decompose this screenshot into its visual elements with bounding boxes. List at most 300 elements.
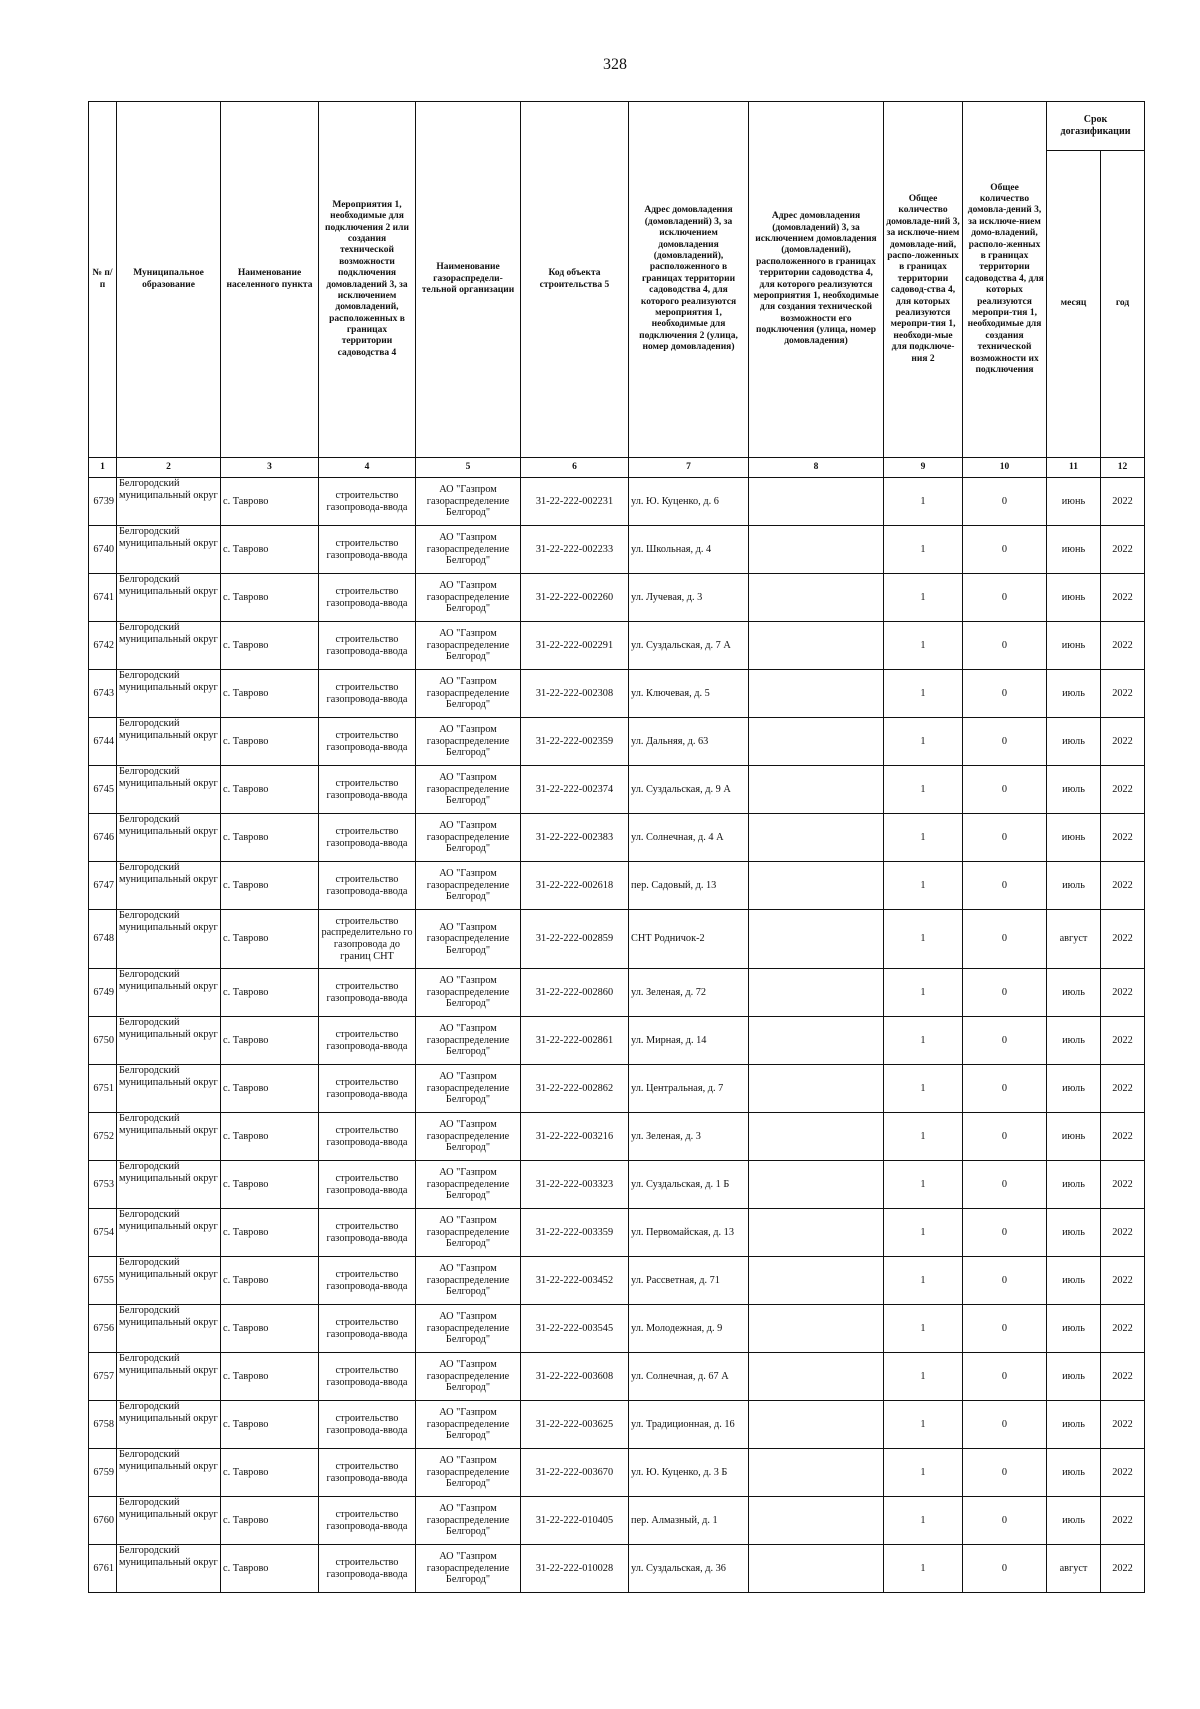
municipality-cell: Белгородский муниципальный округ [117,969,221,1017]
activity-cell: строительство газопровода-ввода [319,670,416,718]
count-garden-cell: 0 [963,622,1047,670]
activity-cell: строительство газопровода-ввода [319,574,416,622]
count-garden-cell: 0 [963,526,1047,574]
header-gas-org: Наименование газораспредели-тельной организации [416,102,521,458]
gas-org-cell: АО "Газпром газораспределение Белгород" [416,1017,521,1065]
activity-cell: строительство газопровода-ввода [319,1305,416,1353]
object-code-cell: 31-22-222-003359 [521,1209,629,1257]
municipality-cell: Белгородский муниципальный округ [117,1113,221,1161]
address-garden-cell [749,718,884,766]
address-garden-cell [749,862,884,910]
gas-org-cell: АО "Газпром газораспределение Белгород" [416,1113,521,1161]
address-cell: ул. Солнечная, д. 4 А [629,814,749,862]
activity-cell: строительство газопровода-ввода [319,1497,416,1545]
column-number: 7 [629,458,749,478]
count-garden-cell: 0 [963,1305,1047,1353]
activity-cell: строительство газопровода-ввода [319,1449,416,1497]
table-row [89,478,1145,526]
table-row [89,1257,1145,1305]
count-cell: 1 [884,478,963,526]
year-cell: 2022 [1101,969,1145,1017]
year-cell: 2022 [1101,622,1145,670]
gas-org-cell: АО "Газпром газораспределение Белгород" [416,718,521,766]
gas-org-cell: АО "Газпром газораспределение Белгород" [416,1497,521,1545]
municipality-cell: Белгородский муниципальный округ [117,766,221,814]
row-number: 6749 [89,969,117,1017]
column-number: 10 [963,458,1047,478]
settlement-cell: с. Таврово [221,670,319,718]
object-code-cell: 31-22-222-003670 [521,1449,629,1497]
address-garden-cell [749,526,884,574]
gas-org-cell: АО "Газпром газораспределение Белгород" [416,622,521,670]
month-cell: август [1047,1545,1101,1593]
address-cell: ул. Суздальская, д. 1 Б [629,1161,749,1209]
settlement-cell: с. Таврово [221,478,319,526]
column-number-row [89,458,1145,478]
address-cell: пер. Алмазный, д. 1 [629,1497,749,1545]
address-garden-cell [749,969,884,1017]
table-row [89,1449,1145,1497]
activity-cell: строительство распределительно го газопровода до границ СНТ [319,910,416,969]
settlement-cell: с. Таврово [221,1545,319,1593]
table-row [89,1113,1145,1161]
year-cell: 2022 [1101,574,1145,622]
address-garden-cell [749,1401,884,1449]
object-code-cell: 31-22-222-002308 [521,670,629,718]
settlement-cell: с. Таврово [221,1497,319,1545]
year-cell: 2022 [1101,1401,1145,1449]
object-code-cell: 31-22-222-002859 [521,910,629,969]
settlement-cell: с. Таврово [221,574,319,622]
year-cell: 2022 [1101,766,1145,814]
activity-cell: строительство газопровода-ввода [319,718,416,766]
table-header [89,102,1145,478]
municipality-cell: Белгородский муниципальный округ [117,1209,221,1257]
gas-org-cell: АО "Газпром газораспределение Белгород" [416,478,521,526]
activity-cell: строительство газопровода-ввода [319,862,416,910]
column-number: 3 [221,458,319,478]
month-cell: июнь [1047,574,1101,622]
year-cell: 2022 [1101,862,1145,910]
address-cell: ул. Солнечная, д. 67 А [629,1353,749,1401]
page-number: 328 [603,56,627,73]
count-cell: 1 [884,622,963,670]
object-code-cell: 31-22-222-002862 [521,1065,629,1113]
address-cell: ул. Суздальская, д. 7 А [629,622,749,670]
address-cell: ул. Суздальская, д. 9 А [629,766,749,814]
month-cell: июль [1047,766,1101,814]
header-address: Адрес домовладения (домовладений) 3, за исключением домовладения (домовладений), расположенного в границах территории садоводства 4, для которого реализуются мероприятия 1, необходимые для подключения 2 (улица, номер домовладения) [629,102,749,458]
municipality-cell: Белгородский муниципальный округ [117,1497,221,1545]
year-cell: 2022 [1101,1305,1145,1353]
row-number: 6756 [89,1305,117,1353]
header-address-garden: Адрес домовладения (домовладений) 3, за исключением домовладения (домовладений), расположенного в границах территории садоводства 4, для которого реализуются мероприятия 1, необходимые для создания технической возможности его подключения (улица, номер домовладения) [749,102,884,458]
municipality-cell: Белгородский муниципальный округ [117,1161,221,1209]
settlement-cell: с. Таврово [221,1257,319,1305]
table-row [89,862,1145,910]
count-cell: 1 [884,718,963,766]
year-cell: 2022 [1101,1017,1145,1065]
address-cell: ул. Лучевая, д. 3 [629,574,749,622]
row-number: 6758 [89,1401,117,1449]
row-number: 6752 [89,1113,117,1161]
settlement-cell: с. Таврово [221,766,319,814]
address-cell: ул. Молодежная, д. 9 [629,1305,749,1353]
activity-cell: строительство газопровода-ввода [319,478,416,526]
settlement-cell: с. Таврово [221,622,319,670]
row-number: 6741 [89,574,117,622]
header-month: месяц [1047,151,1101,458]
row-number: 6745 [89,766,117,814]
municipality-cell: Белгородский муниципальный округ [117,1449,221,1497]
address-cell: ул. Рассветная, д. 71 [629,1257,749,1305]
object-code-cell: 31-22-222-002260 [521,574,629,622]
address-cell: ул. Дальняя, д. 63 [629,718,749,766]
table-row [89,1545,1145,1593]
month-cell: июль [1047,1305,1101,1353]
gas-org-cell: АО "Газпром газораспределение Белгород" [416,1545,521,1593]
table-row [89,574,1145,622]
object-code-cell: 31-22-222-003545 [521,1305,629,1353]
year-cell: 2022 [1101,1257,1145,1305]
count-cell: 1 [884,910,963,969]
municipality-cell: Белгородский муниципальный округ [117,478,221,526]
count-garden-cell: 0 [963,1017,1047,1065]
address-cell: ул. Школьная, д. 4 [629,526,749,574]
table-row [89,1065,1145,1113]
address-cell: ул. Зеленая, д. 3 [629,1113,749,1161]
year-cell: 2022 [1101,1209,1145,1257]
row-number: 6742 [89,622,117,670]
municipality-cell: Белгородский муниципальный округ [117,1401,221,1449]
gas-org-cell: АО "Газпром газораспределение Белгород" [416,1257,521,1305]
count-garden-cell: 0 [963,1497,1047,1545]
address-garden-cell [749,1065,884,1113]
count-cell: 1 [884,1353,963,1401]
address-cell: ул. Мирная, д. 14 [629,1017,749,1065]
settlement-cell: с. Таврово [221,1401,319,1449]
gas-org-cell: АО "Газпром газораспределение Белгород" [416,766,521,814]
address-garden-cell [749,1497,884,1545]
count-cell: 1 [884,1401,963,1449]
count-garden-cell: 0 [963,1065,1047,1113]
count-garden-cell: 0 [963,670,1047,718]
year-cell: 2022 [1101,478,1145,526]
municipality-cell: Белгородский муниципальный округ [117,718,221,766]
year-cell: 2022 [1101,1449,1145,1497]
gasification-table [88,101,1145,1593]
row-number: 6739 [89,478,117,526]
table-row [89,814,1145,862]
count-garden-cell: 0 [963,1257,1047,1305]
settlement-cell: с. Таврово [221,814,319,862]
activity-cell: строительство газопровода-ввода [319,1113,416,1161]
count-garden-cell: 0 [963,1353,1047,1401]
month-cell: июль [1047,1497,1101,1545]
activity-cell: строительство газопровода-ввода [319,1257,416,1305]
settlement-cell: с. Таврово [221,1161,319,1209]
address-garden-cell [749,1305,884,1353]
column-number: 8 [749,458,884,478]
object-code-cell: 31-22-222-002860 [521,969,629,1017]
count-garden-cell: 0 [963,969,1047,1017]
row-number: 6743 [89,670,117,718]
municipality-cell: Белгородский муниципальный округ [117,1305,221,1353]
municipality-cell: Белгородский муниципальный округ [117,1017,221,1065]
address-garden-cell [749,814,884,862]
table-row [89,718,1145,766]
count-cell: 1 [884,1161,963,1209]
object-code-cell: 31-22-222-002231 [521,478,629,526]
address-garden-cell [749,1257,884,1305]
count-cell: 1 [884,1257,963,1305]
activity-cell: строительство газопровода-ввода [319,766,416,814]
municipality-cell: Белгородский муниципальный округ [117,1257,221,1305]
count-cell: 1 [884,574,963,622]
activity-cell: строительство газопровода-ввода [319,1545,416,1593]
municipality-cell: Белгородский муниципальный округ [117,1545,221,1593]
gas-org-cell: АО "Газпром газораспределение Белгород" [416,1161,521,1209]
object-code-cell: 31-22-222-002861 [521,1017,629,1065]
settlement-cell: с. Таврово [221,718,319,766]
object-code-cell: 31-22-222-003452 [521,1257,629,1305]
count-garden-cell: 0 [963,1113,1047,1161]
count-cell: 1 [884,670,963,718]
settlement-cell: с. Таврово [221,1017,319,1065]
row-number: 6744 [89,718,117,766]
address-garden-cell [749,1545,884,1593]
gas-org-cell: АО "Газпром газораспределение Белгород" [416,969,521,1017]
gas-org-cell: АО "Газпром газораспределение Белгород" [416,670,521,718]
count-garden-cell: 0 [963,1401,1047,1449]
municipality-cell: Белгородский муниципальный округ [117,1065,221,1113]
row-number: 6750 [89,1017,117,1065]
count-cell: 1 [884,1017,963,1065]
month-cell: июль [1047,1353,1101,1401]
row-number: 6754 [89,1209,117,1257]
count-cell: 1 [884,814,963,862]
address-cell: ул. Центральная, д. 7 [629,1065,749,1113]
object-code-cell: 31-22-222-010405 [521,1497,629,1545]
column-number: 9 [884,458,963,478]
month-cell: июль [1047,1257,1101,1305]
count-cell: 1 [884,1209,963,1257]
year-cell: 2022 [1101,1353,1145,1401]
gas-org-cell: АО "Газпром газораспределение Белгород" [416,862,521,910]
municipality-cell: Белгородский муниципальный округ [117,814,221,862]
count-cell: 1 [884,1113,963,1161]
header-municipality: Муниципальное образование [117,102,221,458]
month-cell: июнь [1047,1113,1101,1161]
object-code-cell: 31-22-222-002233 [521,526,629,574]
row-number: 6746 [89,814,117,862]
address-cell: ул. Ю. Куценко, д. 3 Б [629,1449,749,1497]
table-row [89,526,1145,574]
count-cell: 1 [884,1545,963,1593]
address-garden-cell [749,910,884,969]
year-cell: 2022 [1101,1545,1145,1593]
month-cell: июнь [1047,526,1101,574]
table-row [89,622,1145,670]
object-code-cell: 31-22-222-003323 [521,1161,629,1209]
row-number: 6751 [89,1065,117,1113]
address-garden-cell [749,1209,884,1257]
table-row [89,1209,1145,1257]
month-cell: июль [1047,862,1101,910]
row-number: 6747 [89,862,117,910]
gas-org-cell: АО "Газпром газораспределение Белгород" [416,1305,521,1353]
object-code-cell: 31-22-222-002618 [521,862,629,910]
count-garden-cell: 0 [963,1161,1047,1209]
table-body [89,478,1145,1593]
settlement-cell: с. Таврово [221,526,319,574]
activity-cell: строительство газопровода-ввода [319,1017,416,1065]
row-number: 6748 [89,910,117,969]
row-number: 6740 [89,526,117,574]
year-cell: 2022 [1101,1497,1145,1545]
activity-cell: строительство газопровода-ввода [319,969,416,1017]
address-garden-cell [749,766,884,814]
settlement-cell: с. Таврово [221,862,319,910]
municipality-cell: Белгородский муниципальный округ [117,622,221,670]
object-code-cell: 31-22-222-002374 [521,766,629,814]
count-cell: 1 [884,766,963,814]
address-garden-cell [749,622,884,670]
address-cell: ул. Зеленая, д. 72 [629,969,749,1017]
count-garden-cell: 0 [963,814,1047,862]
table-row [89,766,1145,814]
count-garden-cell: 0 [963,1449,1047,1497]
gas-org-cell: АО "Газпром газораспределение Белгород" [416,574,521,622]
table-row [89,670,1145,718]
address-cell: ул. Первомайская, д. 13 [629,1209,749,1257]
count-garden-cell: 0 [963,574,1047,622]
address-cell: ул. Ю. Куценко, д. 6 [629,478,749,526]
address-garden-cell [749,1353,884,1401]
gas-org-cell: АО "Газпром газораспределение Белгород" [416,526,521,574]
count-cell: 1 [884,1305,963,1353]
settlement-cell: с. Таврово [221,1065,319,1113]
object-code-cell: 31-22-222-002383 [521,814,629,862]
year-cell: 2022 [1101,670,1145,718]
object-code-cell: 31-22-222-002359 [521,718,629,766]
header-total-count: Общее количество домовладе-ний 3, за исключе-нием домовладе-ний, распо-ложенных в границах территории садовод-ства 4, для которых реализуются меропри-тия 1, необходи-мые для подключе-ния 2 [884,102,963,458]
row-number: 6760 [89,1497,117,1545]
column-number: 1 [89,458,117,478]
header-year: год [1101,151,1145,458]
row-number: 6753 [89,1161,117,1209]
address-cell: СНТ Родничок-2 [629,910,749,969]
year-cell: 2022 [1101,1113,1145,1161]
object-code-cell: 31-22-222-010028 [521,1545,629,1593]
object-code-cell: 31-22-222-003625 [521,1401,629,1449]
header-total-count-garden: Общее количество домовла-дений 3, за исключе-нием домо-владений, располо-женных в границах территории садоводства 4, для которых реализуются меропри-тия 1, необходимые для создания технической возможности их подключения [963,102,1047,458]
object-code-cell: 31-22-222-003608 [521,1353,629,1401]
column-number: 6 [521,458,629,478]
count-cell: 1 [884,1449,963,1497]
gas-org-cell: АО "Газпром газораспределение Белгород" [416,1353,521,1401]
month-cell: июль [1047,1401,1101,1449]
activity-cell: строительство газопровода-ввода [319,526,416,574]
year-cell: 2022 [1101,1161,1145,1209]
count-garden-cell: 0 [963,718,1047,766]
year-cell: 2022 [1101,814,1145,862]
address-garden-cell [749,574,884,622]
header-settlement: Наименование населенного пункта [221,102,319,458]
activity-cell: строительство газопровода-ввода [319,1353,416,1401]
header-term: Срок догазификации [1047,102,1145,151]
row-number: 6757 [89,1353,117,1401]
activity-cell: строительство газопровода-ввода [319,622,416,670]
activity-cell: строительство газопровода-ввода [319,1065,416,1113]
activity-cell: строительство газопровода-ввода [319,814,416,862]
address-garden-cell [749,1017,884,1065]
month-cell: июль [1047,969,1101,1017]
header-activities: Мероприятия 1, необходимые для подключения 2 или создания технической возможности подключения домовладений 3, за исключением домовладений, расположенных в границах территории садоводства 4 [319,102,416,458]
column-number: 2 [117,458,221,478]
month-cell: июль [1047,1065,1101,1113]
settlement-cell: с. Таврово [221,1449,319,1497]
month-cell: июнь [1047,622,1101,670]
column-number: 5 [416,458,521,478]
settlement-cell: с. Таврово [221,1353,319,1401]
gas-org-cell: АО "Газпром газораспределение Белгород" [416,910,521,969]
gas-org-cell: АО "Газпром газораспределение Белгород" [416,814,521,862]
header-object-code: Код объекта строительства 5 [521,102,629,458]
count-garden-cell: 0 [963,766,1047,814]
municipality-cell: Белгородский муниципальный округ [117,910,221,969]
municipality-cell: Белгородский муниципальный округ [117,1353,221,1401]
municipality-cell: Белгородский муниципальный округ [117,862,221,910]
column-number: 11 [1047,458,1101,478]
month-cell: июнь [1047,814,1101,862]
count-garden-cell: 0 [963,910,1047,969]
municipality-cell: Белгородский муниципальный округ [117,670,221,718]
count-cell: 1 [884,969,963,1017]
table-row [89,1305,1145,1353]
month-cell: июль [1047,670,1101,718]
month-cell: июль [1047,1161,1101,1209]
table-row [89,1353,1145,1401]
month-cell: июнь [1047,478,1101,526]
address-garden-cell [749,478,884,526]
address-garden-cell [749,1113,884,1161]
settlement-cell: с. Таврово [221,1113,319,1161]
row-number: 6755 [89,1257,117,1305]
count-cell: 1 [884,862,963,910]
count-garden-cell: 0 [963,862,1047,910]
address-cell: ул. Ключевая, д. 5 [629,670,749,718]
table-row [89,1401,1145,1449]
address-cell: ул. Традиционная, д. 16 [629,1401,749,1449]
settlement-cell: с. Таврово [221,969,319,1017]
column-number: 4 [319,458,416,478]
address-garden-cell [749,1161,884,1209]
object-code-cell: 31-22-222-003216 [521,1113,629,1161]
settlement-cell: с. Таврово [221,1209,319,1257]
count-cell: 1 [884,526,963,574]
column-number: 12 [1101,458,1145,478]
gas-org-cell: АО "Газпром газораспределение Белгород" [416,1065,521,1113]
table-row [89,910,1145,969]
count-cell: 1 [884,1065,963,1113]
table-row [89,1161,1145,1209]
gas-org-cell: АО "Газпром газораспределение Белгород" [416,1449,521,1497]
row-number: 6759 [89,1449,117,1497]
activity-cell: строительство газопровода-ввода [319,1161,416,1209]
month-cell: июль [1047,1449,1101,1497]
count-garden-cell: 0 [963,1209,1047,1257]
